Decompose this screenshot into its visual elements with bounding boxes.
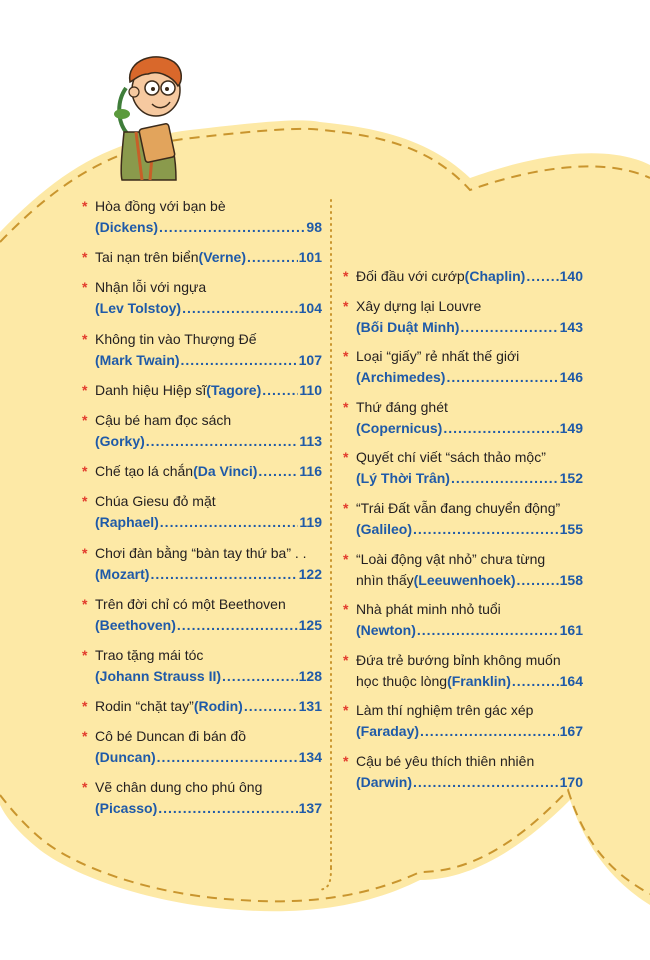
toc-line <box>356 671 583 692</box>
page-number: 104 <box>298 300 322 317</box>
author-name: (Raphael) <box>95 514 159 531</box>
bullet-star-icon: * <box>343 348 349 365</box>
toc-line <box>356 519 583 540</box>
toc-column-right <box>343 266 583 802</box>
page-number: 170 <box>559 773 583 790</box>
author-name: (Tagore) <box>206 381 262 398</box>
toc-line <box>356 570 583 591</box>
toc-column-left <box>82 196 322 829</box>
dot-leader <box>446 367 558 388</box>
author-name: (Galileo) <box>356 520 413 537</box>
entry-title: “Trái Đất vẫn đang chuyển động” <box>356 499 561 516</box>
toc-entry[interactable] <box>82 491 322 533</box>
toc-line <box>356 549 583 570</box>
toc-line <box>356 346 583 367</box>
toc-line <box>95 298 322 319</box>
page-number: 110 <box>299 381 322 398</box>
toc-line <box>356 447 583 468</box>
toc-line <box>356 498 583 519</box>
toc-entry[interactable] <box>343 498 583 540</box>
bullet-star-icon: * <box>343 499 349 516</box>
entry-title: Nhà phát minh nhỏ tuổi <box>356 601 501 618</box>
bullet-star-icon: * <box>82 544 88 561</box>
page-number: 140 <box>559 268 583 284</box>
toc-entry[interactable] <box>82 543 322 585</box>
toc-line <box>95 594 322 615</box>
bullet-star-icon: * <box>82 728 88 745</box>
toc-entry[interactable] <box>82 329 322 371</box>
entry-title: Chúa Giesu đỏ mặt <box>95 493 216 510</box>
bullet-star-icon: * <box>343 550 349 567</box>
bullet-star-icon: * <box>343 297 349 314</box>
toc-line <box>356 296 583 317</box>
toc-entry[interactable] <box>343 346 583 388</box>
toc-entry[interactable] <box>343 447 583 489</box>
toc-entry[interactable] <box>82 726 322 768</box>
dot-leader <box>177 615 298 636</box>
author-name: (Beethoven) <box>95 616 176 633</box>
toc-entry[interactable] <box>343 266 583 287</box>
toc-line <box>356 468 583 489</box>
dot-leader <box>159 217 305 238</box>
page-number: 143 <box>559 318 583 335</box>
bullet-star-icon: * <box>82 698 88 715</box>
entry-title: Không tin vào Thượng Đế <box>95 330 257 347</box>
toc-line <box>356 751 583 772</box>
dot-leader <box>157 747 298 768</box>
page-number: 155 <box>559 520 583 537</box>
entry-title: Trao tặng mái tóc <box>95 646 204 663</box>
toc-line <box>95 777 322 798</box>
entry-title: Thứ đáng ghét <box>356 398 448 415</box>
toc-entry[interactable] <box>343 751 583 793</box>
page-number: 119 <box>299 514 322 531</box>
toc-line <box>356 772 583 793</box>
entry-title: Đối đầu với cướp <box>356 268 465 284</box>
toc-line <box>356 700 583 721</box>
dot-leader <box>262 380 298 401</box>
toc-entry[interactable] <box>82 380 322 401</box>
toc-entry[interactable] <box>82 777 322 819</box>
dot-leader <box>526 266 558 287</box>
bullet-star-icon: * <box>343 651 349 668</box>
page-number: 107 <box>298 351 322 368</box>
author-name: (Rodin) <box>193 698 243 715</box>
toc-line <box>356 620 583 641</box>
page-number: 152 <box>559 470 583 487</box>
author-name: (Leeuwenhoek) <box>413 571 516 588</box>
page-number: 161 <box>559 622 583 639</box>
toc-entry[interactable] <box>343 296 583 338</box>
toc-line <box>356 266 583 287</box>
toc-entry[interactable] <box>343 549 583 591</box>
dot-leader <box>460 317 558 338</box>
dot-leader <box>413 772 559 793</box>
bullet-star-icon: * <box>82 330 88 347</box>
bullet-star-icon: * <box>343 752 349 769</box>
dot-leader <box>150 564 297 585</box>
toc-line <box>356 317 583 338</box>
entry-title: Đứa trẻ bướng bỉnh không muốn <box>356 651 561 668</box>
author-name: (Dickens) <box>95 219 159 235</box>
author-name: (Bối Duật Minh) <box>356 318 460 335</box>
author-name: (Lý Thời Trân) <box>356 470 450 487</box>
page-number: 113 <box>299 432 322 449</box>
author-name: (Chaplin) <box>464 268 526 284</box>
toc-line <box>95 329 322 350</box>
author-name: (Lev Tolstoy) <box>95 300 182 317</box>
toc-line <box>95 350 322 371</box>
toc-entry[interactable] <box>343 397 583 439</box>
toc-line <box>95 410 322 431</box>
author-name: (Mark Twain) <box>95 351 180 368</box>
toc-line <box>95 798 322 819</box>
toc-line <box>95 380 322 401</box>
dot-leader <box>247 247 298 268</box>
page-number: 128 <box>298 667 322 684</box>
entry-title: Cậu bé ham đọc sách <box>95 411 232 428</box>
bullet-star-icon: * <box>82 279 88 296</box>
toc-entry[interactable] <box>82 277 322 319</box>
toc-entry[interactable] <box>82 461 322 482</box>
dot-leader <box>181 350 298 371</box>
toc-line <box>95 196 322 217</box>
toc-line <box>95 461 322 482</box>
dot-leader <box>222 666 298 687</box>
entry-title: Cô bé Duncan đi bán đồ <box>95 728 246 745</box>
author-name: (Copernicus) <box>356 419 443 436</box>
page-number: 149 <box>559 419 583 436</box>
author-name: (Picasso) <box>95 800 158 817</box>
entry-title: Danh hiệu Hiệp sĩ <box>95 381 207 398</box>
author-name: (Faraday) <box>356 723 420 740</box>
dot-leader <box>413 519 559 540</box>
entry-title: Quyết chí viết “sách thảo mộc” <box>356 449 546 466</box>
page-number: 116 <box>299 463 322 480</box>
dot-leader <box>160 512 299 533</box>
author-name: (Archimedes) <box>356 369 446 386</box>
entry-title: Làm thí nghiệm trên gác xép <box>356 702 534 719</box>
page-number: 167 <box>559 723 583 740</box>
dot-leader <box>443 418 558 439</box>
author-name: (Gorky) <box>95 432 145 449</box>
bullet-star-icon: * <box>343 702 349 719</box>
toc-entry[interactable] <box>343 599 583 641</box>
bullet-star-icon: * <box>82 198 88 214</box>
author-name: (Newton) <box>356 622 416 639</box>
toc-line <box>95 666 322 687</box>
entry-title: Vẽ chân dung cho phú ông <box>95 779 263 796</box>
toc-line <box>95 696 322 717</box>
dot-leader <box>512 671 559 692</box>
entry-title: Loại “giấy” rẻ nhất thế giới <box>356 348 520 365</box>
page-number: 98 <box>306 219 322 235</box>
page-number: 131 <box>298 698 322 715</box>
entry-title: Chơi đàn bằng “bàn tay thứ ba” . . <box>95 544 307 561</box>
toc-line <box>95 726 322 747</box>
page-number: 137 <box>298 800 322 817</box>
toc-line <box>356 418 583 439</box>
page-number: 122 <box>298 565 322 582</box>
toc-line <box>95 747 322 768</box>
toc-entry[interactable] <box>82 196 322 238</box>
toc-line <box>95 512 322 533</box>
author-name: (Johann Strauss II) <box>95 667 222 684</box>
toc-entry[interactable] <box>82 247 322 268</box>
toc-line <box>95 564 322 585</box>
page-number: 164 <box>559 672 583 689</box>
entry-title: Rodin “chặt tay” <box>95 698 194 715</box>
entry-title-cont: học thuộc lòng <box>356 672 448 689</box>
bullet-star-icon: * <box>343 268 349 284</box>
entry-title: Hòa đồng với bạn bè <box>95 198 226 214</box>
toc-line <box>95 431 322 452</box>
toc-line <box>356 367 583 388</box>
author-name: (Franklin) <box>447 672 511 689</box>
bullet-star-icon: * <box>343 398 349 415</box>
dot-leader <box>182 298 298 319</box>
entry-title-cont: nhìn thấy <box>356 571 414 588</box>
page-number: 158 <box>559 571 583 588</box>
toc-entry[interactable] <box>82 645 322 687</box>
bullet-star-icon: * <box>343 449 349 466</box>
bullet-star-icon: * <box>82 411 88 428</box>
toc-line <box>356 650 583 671</box>
boy-reading-book-illustration <box>96 52 192 182</box>
entry-title: Cậu bé yêu thích thiên nhiên <box>356 752 535 769</box>
toc-line <box>95 217 322 238</box>
dot-leader <box>258 461 298 482</box>
toc-line <box>95 277 322 298</box>
dot-leader <box>158 798 297 819</box>
page-number: 101 <box>298 249 322 266</box>
entry-title: Xây dựng lại Louvre <box>356 297 482 314</box>
toc-entry[interactable] <box>82 410 322 452</box>
bullet-star-icon: * <box>82 646 88 663</box>
page-number: 134 <box>298 749 322 766</box>
author-name: (Verne) <box>198 249 246 266</box>
author-name: (Da Vinci) <box>193 463 258 480</box>
toc-line <box>356 599 583 620</box>
bullet-star-icon: * <box>82 493 88 510</box>
toc-line <box>95 615 322 636</box>
page-number: 125 <box>298 616 322 633</box>
entry-title: Tai nạn trên biển <box>95 249 199 266</box>
bullet-star-icon: * <box>82 779 88 796</box>
entry-title: Nhận lỗi với ngựa <box>95 279 207 296</box>
dot-leader <box>517 570 559 591</box>
toc-line <box>95 543 322 564</box>
dot-leader <box>146 431 299 452</box>
page-number: 146 <box>559 369 583 386</box>
dot-leader <box>420 721 559 742</box>
bullet-star-icon: * <box>82 595 88 612</box>
dot-leader <box>417 620 559 641</box>
entry-title: Trên đời chỉ có một Beethoven <box>95 595 286 612</box>
bullet-star-icon: * <box>82 463 88 480</box>
dot-leader <box>451 468 559 489</box>
dot-leader <box>244 696 298 717</box>
entry-title: Chế tạo lá chắn <box>95 463 194 480</box>
toc-entry[interactable] <box>343 650 583 692</box>
entry-title: “Loài động vật nhỏ” chưa từng <box>356 550 546 567</box>
toc-line <box>95 491 322 512</box>
toc-line <box>95 247 322 268</box>
toc-entry[interactable] <box>82 696 322 717</box>
toc-line <box>356 721 583 742</box>
bullet-star-icon: * <box>343 601 349 618</box>
author-name: (Duncan) <box>95 749 156 766</box>
toc-entry[interactable] <box>343 700 583 742</box>
toc-line <box>356 397 583 418</box>
toc-entry[interactable] <box>82 594 322 636</box>
author-name: (Darwin) <box>356 773 412 790</box>
bullet-star-icon: * <box>82 249 88 266</box>
author-name: (Mozart) <box>95 565 150 582</box>
bullet-star-icon: * <box>82 381 88 398</box>
toc-line <box>95 645 322 666</box>
